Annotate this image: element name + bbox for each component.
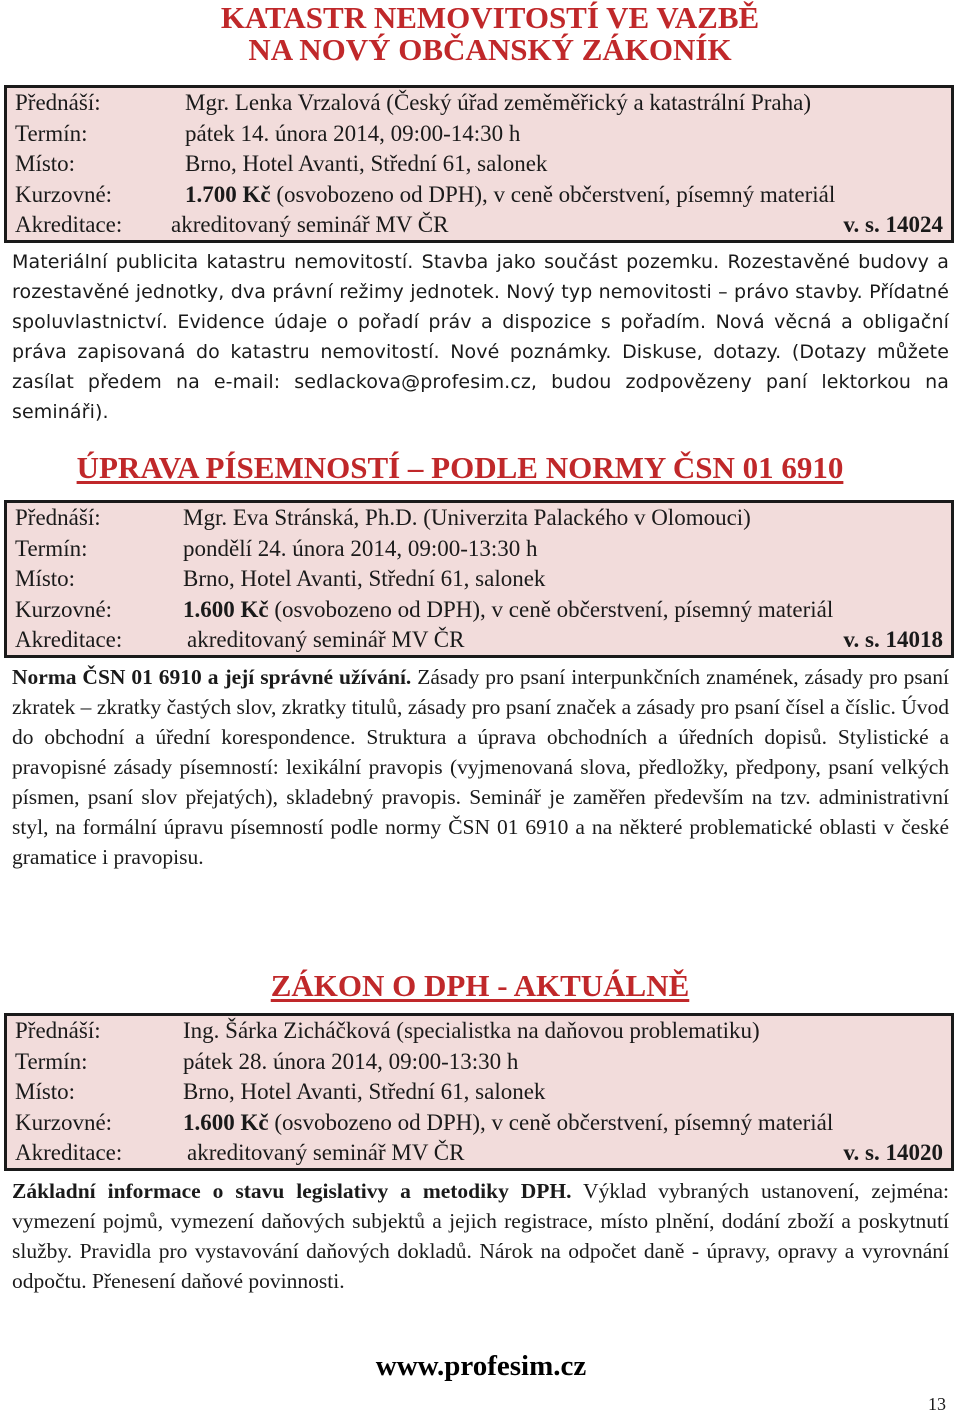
fee-price: 1.600 Kč (183, 1109, 269, 1135)
course1-title-line1: KATASTR NEMOVITOSTÍ VE VAZBĚ (220, 0, 760, 35)
fee-price: 1.600 Kč (183, 596, 269, 622)
place-value: Brno, Hotel Avanti, Střední 61, salonek (183, 566, 546, 591)
accreditation-value: akreditovaný seminář MV ČR (171, 212, 449, 237)
lecturer-label: Přednáší: (15, 505, 101, 530)
course2-description (12, 662, 949, 872)
accreditation-label: Akreditace: (15, 1140, 123, 1165)
fee-value (183, 1108, 833, 1139)
date-label: Termín: (15, 120, 88, 146)
fee-note: (osvobozeno od DPH), v ceně občerstvení, písemný materiál (268, 1109, 834, 1135)
accreditation-label: Akreditace: (15, 627, 123, 652)
accreditation-number: v. s. 14024 (843, 212, 943, 237)
course2-date-row (7, 534, 951, 565)
fee-value (185, 180, 835, 211)
fee-value (183, 595, 833, 626)
course1-fee-row (7, 180, 951, 211)
course2-body: Zásady pro psaní interpunkčních znamének, zásady pro psaní zkratek – zkratky častých slov, zkratky titulů, zásady pro psaní značek a zásady pro psaní čísel a číslic. Úvod do obchodní a úřední korespondence. Struktura a úprava obchodních a úředních dopisů. Stylistické a pravopisné zásady písemností: lexikální pravopis (vyjmenovaná slova, předložky, předpony, psaní velkých písmen, psaní slov přejatých), skladebný pravopis. Seminář je zaměřen především na tzv. administrativní styl, na formální úpravu písemností podle normy ČSN 01 6910 a na některé problematické oblasti v české gramatice i pravopisu. (12, 665, 949, 869)
course1-lecturer-row (7, 88, 951, 119)
place-value: Brno, Hotel Avanti, Střední 61, salonek (185, 151, 548, 176)
place-value: Brno, Hotel Avanti, Střední 61, salonek (183, 1079, 546, 1104)
accreditation-number: v. s. 14018 (843, 627, 943, 652)
course1-date-row (7, 119, 951, 150)
course3-lead: Základní informace o stavu legislativy a metodiky DPH. (12, 1179, 572, 1203)
course2-lead: Norma ČSN 01 6910 a její správné užívání. (12, 665, 412, 689)
fee-label: Kurzovné: (15, 181, 113, 207)
lecturer-value: Mgr. Eva Stránská, Ph.D. (Univerzita Palackého v Olomouci) (183, 505, 751, 530)
course1-title (180, 2, 800, 65)
course3-lecturer-row (7, 1016, 951, 1047)
accreditation-label: Akreditace: (15, 212, 123, 237)
accreditation-number: v. s. 14020 (843, 1140, 943, 1165)
course1-place-row (7, 149, 951, 180)
lecturer-label: Přednáší: (15, 90, 101, 115)
place-label: Místo: (15, 151, 76, 176)
course3-description (12, 1176, 949, 1296)
date-label: Termín: (15, 1048, 88, 1074)
course3-body: Výklad vybraných ustanovení, zejména: vymezení pojmů, vymezení daňových subjektů a jejich registrace, místo plnění, dodání zboží a poskytnutí služby. Pravidla pro vystavování daňových dokladů. Nárok na odpočet daně - úpravy, opravy a vyrovnání odpočtu. Přenesení daňové povinnosti. (12, 1179, 950, 1293)
date-label: Termín: (15, 535, 88, 561)
course3-fee-row (7, 1108, 951, 1139)
course3-info-box (4, 1013, 954, 1171)
lecturer-label: Přednáší: (15, 1018, 101, 1043)
course1-accreditation-row (7, 210, 951, 241)
course2-title: ÚPRAVA PÍSEMNOSTÍ – PODLE NORMY ČSN 01 6910 (76, 450, 844, 485)
course3-place-row (7, 1077, 951, 1108)
fee-label: Kurzovné: (15, 596, 113, 622)
course2-info-box (4, 500, 954, 658)
fee-note: (osvobozeno od DPH), v ceně občerstvení, písemný materiál (268, 596, 834, 622)
lecturer-value: Ing. Šárka Zicháčková (specialistka na daňovou problematiku) (183, 1018, 760, 1043)
accreditation-value: akreditovaný seminář MV ČR (187, 627, 465, 652)
course3-title: ZÁKON O DPH - AKTUÁLNĚ (270, 968, 690, 1003)
course2-accreditation-row (7, 625, 951, 656)
fee-label: Kurzovné: (15, 1109, 113, 1135)
course3-date-row (7, 1047, 951, 1078)
place-label: Místo: (15, 566, 76, 591)
page-number: 13 (928, 1394, 946, 1414)
accreditation-value: akreditovaný seminář MV ČR (187, 1140, 465, 1165)
website-link[interactable]: www.profesim.cz (375, 1350, 587, 1382)
fee-price: 1.700 Kč (185, 181, 271, 207)
place-label: Místo: (15, 1079, 76, 1104)
course2-place-row (7, 564, 951, 595)
course1-info-box (4, 85, 954, 243)
course1-title-line2: NA NOVÝ OBČANSKÝ ZÁKONÍK (248, 31, 732, 67)
lecturer-value: Mgr. Lenka Vrzalová (Český úřad zeměměřický a katastrální Praha) (185, 90, 811, 115)
fee-note: (osvobozeno od DPH), v ceně občerstvení, písemný materiál (270, 181, 836, 207)
course1-description: Materiální publicita katastru nemovitostí. Stavba jako součást pozemku. Rozestavěné budovy a rozestavěné jednotky, dva právní režimy jednotek. Nový typ nemovitosti – právo stavby. Přídatné spoluvlastnictví. Evidence údaje o pořadí práv a dispozice s pořadím. Nová věcná a obligační práva zapisovaná do katastru nemovitostí. Nové poznámky. Diskuse, dotazy. (Dotazy můžete zasílat předem na e-mail: sedlackova@profesim.cz, budou zodpovězeny paní lektorkou na semináři). (12, 251, 949, 423)
course3-accreditation-row (7, 1138, 951, 1169)
date-value: pátek 28. února 2014, 09:00-13:30 h (183, 1048, 519, 1074)
date-value: pondělí 24. února 2014, 09:00-13:30 h (183, 535, 538, 561)
course2-lecturer-row (7, 503, 951, 534)
course2-fee-row (7, 595, 951, 626)
date-value: pátek 14. února 2014, 09:00-14:30 h (185, 120, 521, 146)
